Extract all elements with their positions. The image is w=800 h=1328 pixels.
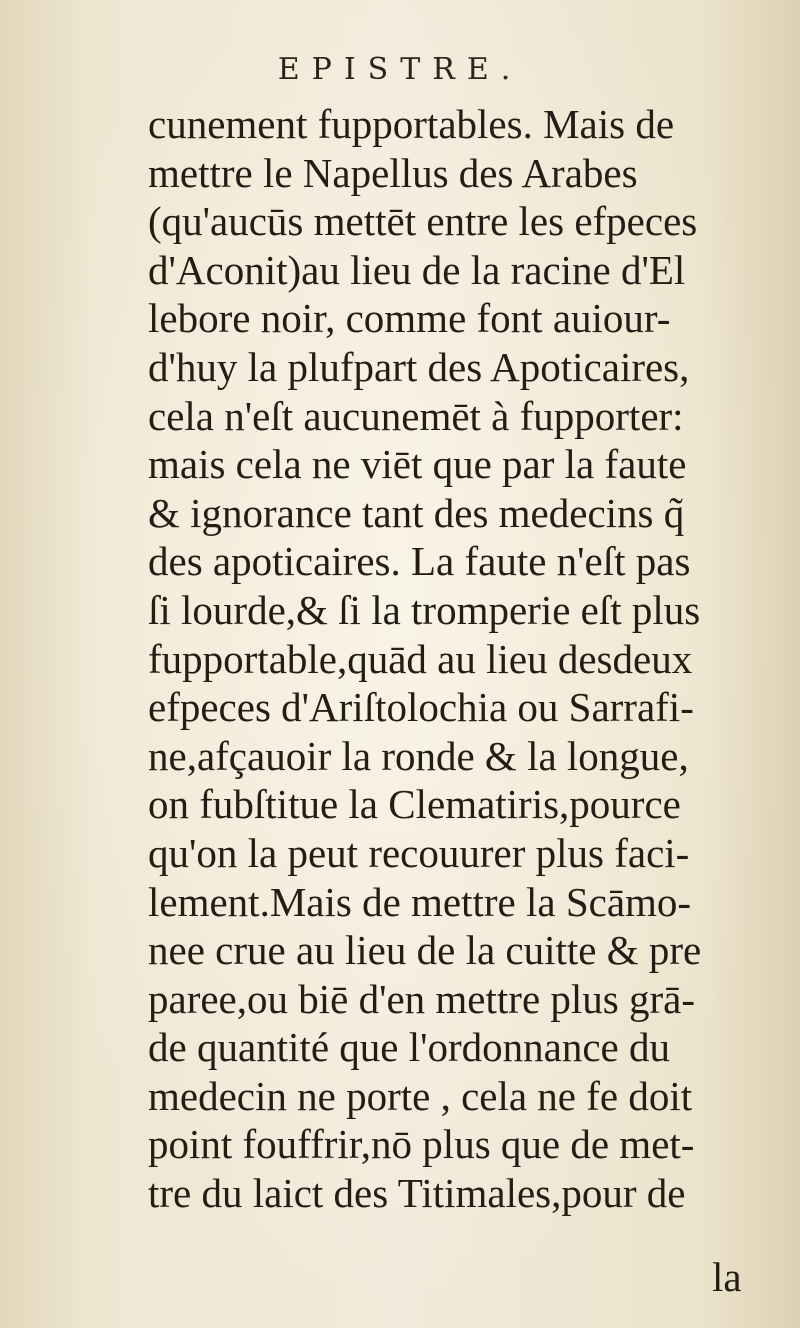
text-line: de quantité que l'ordonnance du	[148, 1024, 670, 1071]
text-line: paree,ou biē d'en mettre plus grā-	[148, 975, 695, 1022]
text-line: nee crue au lieu de la cuitte & pre	[148, 927, 702, 974]
text-line: cela n'eſt aucunemēt à fupporter:	[148, 392, 684, 439]
text-line: ſi lourde,& ſi la tromperie eſt plus	[148, 586, 701, 633]
text-line: (qu'aucūs mettēt entre les efpeces	[148, 198, 698, 245]
text-line: d'Aconit)au lieu de la racine d'El	[148, 246, 686, 293]
text-line: lement.Mais de mettre la Scāmo-	[148, 878, 692, 925]
text-line: efpeces d'Ariſtolochia ou Sarrafi-	[148, 684, 694, 731]
text-line: on fubſtitue la Clematiris,pource	[148, 781, 681, 828]
text-line: lebore noir, comme font auiour-	[148, 295, 671, 342]
text-line: cunement fupportables. Mais de	[148, 101, 675, 147]
text-line: d'huy la plufpart des Apoticaires,	[148, 343, 690, 390]
text-line: ne,afçauoir la ronde & la longue,	[148, 732, 689, 779]
text-line: des apoticaires. La faute n'eſt pas	[148, 538, 691, 585]
text-line: mais cela ne viēt que par la faute	[148, 441, 687, 488]
catchword: la	[712, 1254, 742, 1300]
text-line: qu'on la peut recouurer plus faci-	[148, 829, 690, 876]
text-line: mettre le Napellus des Arabes	[148, 149, 638, 196]
text-line: fupportable,quād au lieu desdeux	[148, 635, 693, 682]
text-line: medecin ne porte , cela ne fe doit	[148, 1072, 693, 1119]
text-line: & ignorance tant des medecins q̃	[148, 489, 685, 536]
text-line: tre du laict des Titimales,pour de	[148, 1170, 686, 1217]
text-line: point fouffrir,nō plus que de met-	[148, 1121, 695, 1168]
body-text	[148, 100, 758, 1218]
running-head: EPISTRE.	[277, 52, 523, 87]
